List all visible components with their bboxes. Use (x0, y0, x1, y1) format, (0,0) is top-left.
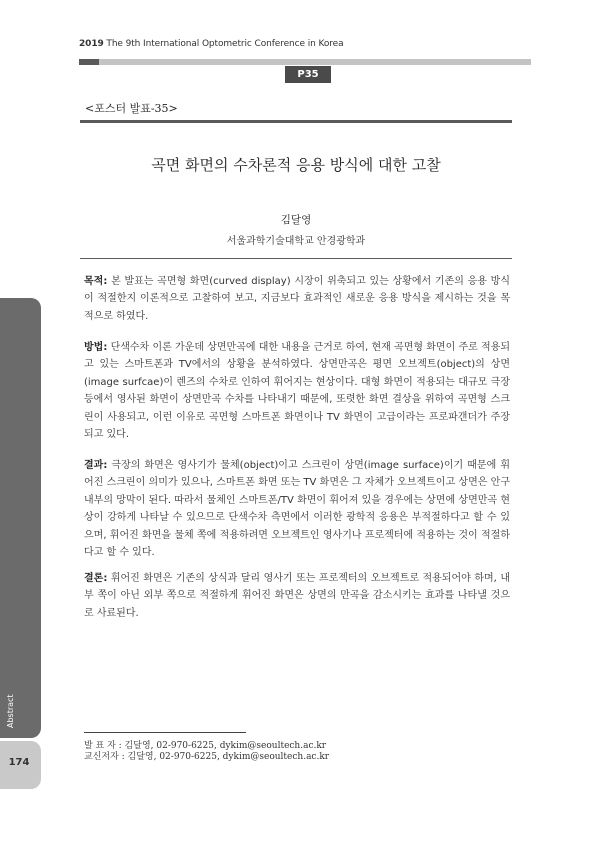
title-block (80, 120, 512, 259)
purpose-text: 본 발표는 곡면형 화면(curved display) 시장이 위축되고 있는 상황에서 기존의 응용 방식이 적절한지 이론적으로 고찰하여 보고, 지금보다 효과적인 새로운 응용 방식을 제시하는 것을 목적으로 하였다. (84, 276, 510, 322)
author-name: 김달영 (280, 214, 312, 226)
abstract-side-tab (0, 298, 41, 738)
page-number: 174 (8, 757, 30, 768)
author-affiliation: 서울과학기술대학교 안경광학과 (226, 236, 366, 247)
paper-title: 곡면 화면의 수차론적 응용 방식에 대한 고찰 (151, 156, 441, 174)
purpose-section (84, 273, 510, 325)
method-text: 단색수차 이론 가운데 상면만곡에 대한 내용을 근거로 하여, 현재 곡면형 화면이 주로 적용되고 있는 스마트폰과 TV에서의 상황을 분석하였다. 상면만곡은 평면 오브젝트(object)의 상면(image surfcae)이 렌즈의 수차로 인하여 휘어지는 현상이다. 대형 화면이 적용되는 대규모 극장 등에서 영사된 화면이 상면만곡 수차를 나타내기 때문에, 또렷한 화면 결상을 위하여 곡면형 스크린이 사용되고, 이런 이유로 곡면형 스마트폰 화면이나 TV 화면이 고급이라는 프로파갠더가 주장되고 있다. (84, 342, 510, 441)
footnote-presenter: 발 표 자 : 김달영, 02-970-6225, dykim@seoultech.ac.kr (84, 741, 327, 751)
header-rule-accent (79, 59, 99, 65)
purpose-label: 목적: (84, 276, 108, 287)
method-section (84, 339, 510, 443)
header-rule (99, 59, 531, 65)
conclusion-section (84, 570, 510, 622)
footnote-corresponding: 교신저자 : 김달영, 02-970-6225, dykim@seoultech.ac.kr (84, 752, 330, 762)
poster-label: <포스터 발표-35> (85, 102, 178, 115)
abstract-side-label: Abstract (6, 694, 15, 728)
running-header (79, 39, 344, 49)
footnote-divider (84, 732, 246, 733)
header-year: 2019 (79, 39, 104, 49)
result-label: 결과: (84, 460, 108, 471)
conclusion-label: 결론: (84, 573, 108, 584)
result-text: 극장의 화면은 영사기가 물체(object)이고 스크린이 상면(image surface)이기 때문에 휘어진 스크린이 의미가 있으나, 스마트폰 화면 또는 TV 화면은 그 자체가 오브젝트이고 상면은 안구 내부의 망막이 된다. 따라서 물체인 스마트폰/TV 화면이 휘어져 있을 경우에는 상면에 상면만곡 현상이 강하게 나타날 수 있으므로 단색수차 측면에서 이러한 광학적 응용은 부적절하다고 할 수 있으며, 휘어진 화면을 물체 쪽에 적용하려면 오브젝트인 영사기나 프로젝터에 적용하는 것이 적절하다고 할 수 있다. (84, 460, 510, 559)
header-conference: The 9th International Optometric Conference in Korea (106, 39, 344, 49)
result-section (84, 457, 510, 561)
method-label: 방법: (84, 342, 108, 353)
conclusion-text: 휘어진 화면은 기존의 상식과 달리 영사기 또는 프로젝터의 오브젝트로 적용되어야 하며, 내부 쪽이 아닌 외부 쪽으로 적절하게 휘어진 화면은 상면의 만곡을 감소시키는 효과를 나타낼 것으로 사료된다. (84, 573, 510, 619)
poster-number-badge: P35 (285, 66, 331, 83)
